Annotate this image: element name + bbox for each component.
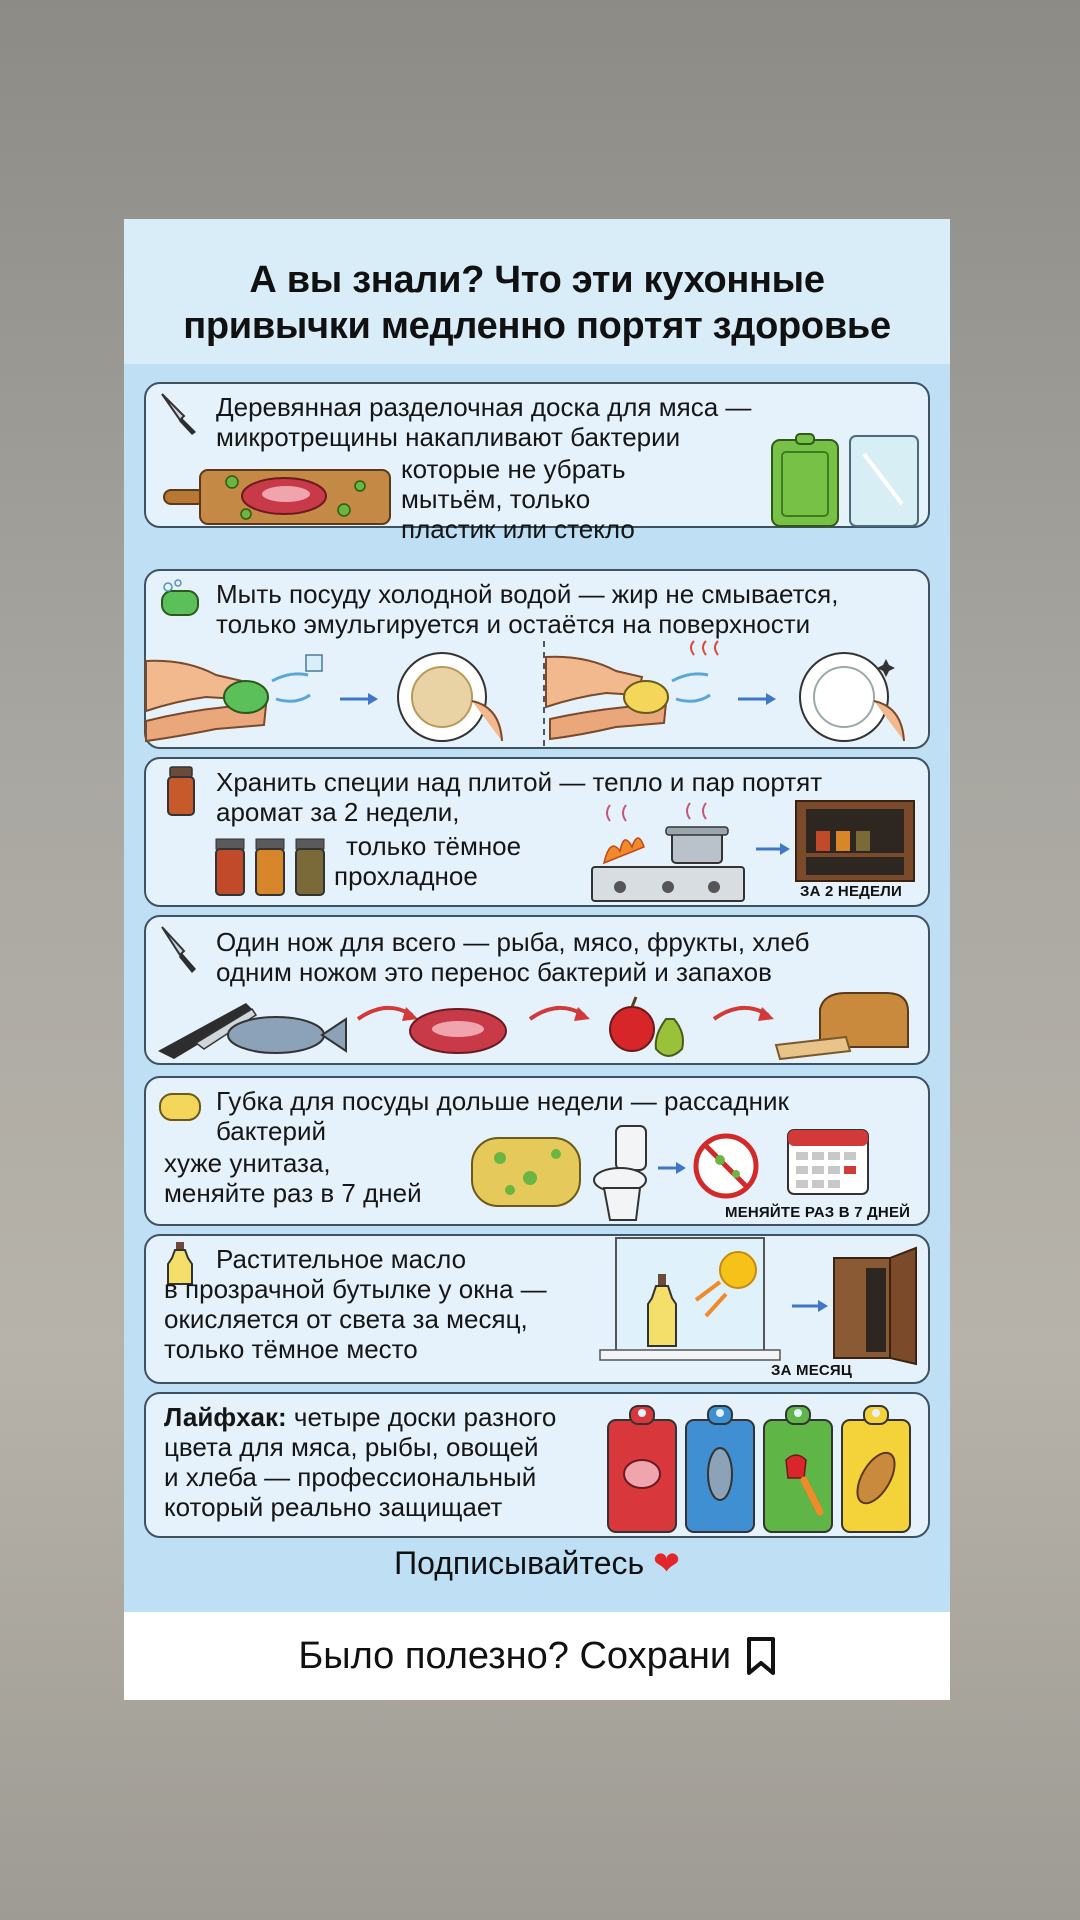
washing-dishes-illustration [146,641,928,749]
card7-line4: который реально защищает [164,1492,503,1522]
page-title [124,219,950,349]
sponge-icon [158,1088,202,1124]
card7-line3: и хлеба — профессиональный [164,1462,537,1492]
title-line-1: А вы знали? Что эти кухонные [249,259,825,301]
tip-card-oil [144,1234,930,1384]
card5-line2: бактерий [216,1116,327,1146]
card6-caption: ЗА МЕСЯЦ [771,1362,853,1379]
card3-caption: ЗА 2 НЕДЕЛИ [800,883,902,900]
card5-line1: Губка для посуды дольше недели — рассадник [216,1086,789,1116]
card7-line1: четыре доски разного [286,1402,557,1432]
lifehack-label: Лайфхак: [164,1402,287,1432]
green-board [764,1406,832,1532]
sponge-icon [158,579,204,621]
plastic-glass-boards-illustration [770,434,920,528]
card7-line2: цвета для мяса, рыбы, овощей [164,1432,539,1462]
tip-card-cold-water [144,569,930,749]
red-board [608,1406,676,1532]
blue-board [686,1406,754,1532]
card3-line3: только тёмное [346,831,522,861]
card5-caption: МЕНЯЙТЕ РАЗ В 7 ДНЕЙ [725,1204,911,1221]
card3-line4: прохладное [334,861,478,891]
tip-card-lifehack [144,1392,930,1538]
card2-line2: только эмульгируется и остаётся на поверхности [216,609,811,639]
card1-line2: микротрещины накапливают бактерии [216,422,681,452]
card5-line4: меняйте раз в 7 дней [164,1178,422,1208]
card1-line3: которые не убрать [401,454,626,484]
bookmark-icon[interactable] [746,1636,776,1676]
subscribe-label: Подписывайтесь [394,1545,645,1581]
heart-icon: ❤ [653,1545,680,1581]
knife-foods-illustration [156,989,922,1063]
four-color-boards-illustration [606,1404,922,1536]
card5-line3: хуже унитаза, [164,1148,331,1178]
wooden-board-meat-illustration [164,466,394,528]
card4-line2: одним ножом это перенос бактерий и запахов [216,957,772,987]
save-prompt-label: Было полезно? Сохрани [298,1635,732,1677]
title-line-2: привычки медленно портят здоровье [183,305,891,347]
card1-line4: мытьём, только [401,484,591,514]
knife-icon [158,923,202,975]
card2-line1: Мыть посуду холодной водой — жир не смывается, [216,579,839,609]
poster-header [124,219,950,364]
spice-jars-illustration [214,837,326,897]
card3-line1: Хранить специи над плитой — тепло и пар портят [216,767,823,797]
card6-line2: в прозрачной бутылке у окна — [164,1274,547,1304]
tip-card-spices [144,757,930,907]
save-prompt-bar[interactable] [124,1612,950,1700]
yellow-board [842,1406,910,1532]
tip-card-one-knife [144,915,930,1065]
card6-line4: только тёмное место [164,1334,418,1364]
card1-line5: пластик или стекло [401,514,635,544]
tip-card-sponge [144,1076,930,1226]
infographic-poster [124,219,950,1700]
card4-line1: Один нож для всего — рыба, мясо, фрукты, хлеб [216,927,810,957]
card6-line1: Растительное масло [216,1244,467,1274]
card6-line3: окисляется от света за месяц, [164,1304,528,1334]
oil-window-cabinet-illustration [598,1238,922,1382]
spice-jar-icon [166,765,196,817]
tip-card-wooden-board [144,382,930,544]
card1-line1: Деревянная разделочная доска для мяса — [216,392,752,422]
knife-icon [158,390,202,436]
subscribe-text [124,1544,950,1582]
card3-line2: аромат за 2 недели, [216,797,460,827]
